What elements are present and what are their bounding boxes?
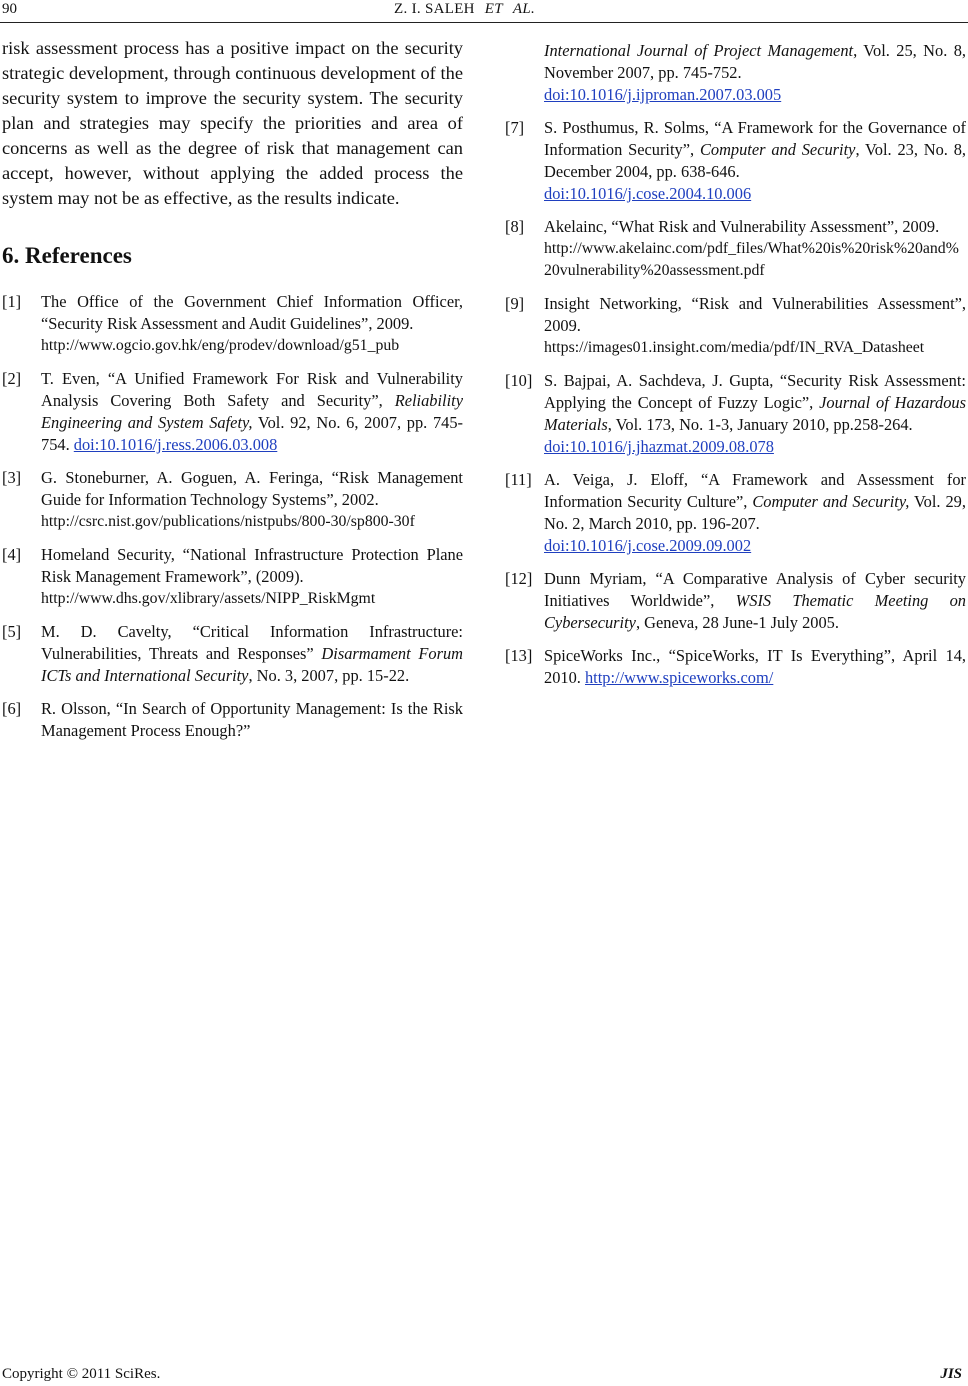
reference-item [2,621,463,687]
reference-number: [11] [505,470,532,489]
reference-source: Computer and Security, [752,492,910,511]
reference-list-left [2,291,463,742]
footer-copyright: Copyright © 2011 SciRes. [2,1366,161,1382]
reference-source: Disarmament Forum ICTs and International Security [41,644,463,685]
reference-source: International Journal of Project Management [544,41,854,60]
left-column [2,36,463,753]
reference-number: [2] [2,369,22,388]
section-heading: 6. References [2,243,132,268]
reference-link[interactable]: http://www.spiceworks.com/ [584,668,774,687]
reference-url: http://csrc.nist.gov/publications/nistpubs/800-30/sp800-30f [41,513,415,530]
reference-link[interactable]: doi:10.1016/j.ress.2006.03.008 [73,435,278,454]
reference-number: [4] [2,545,22,564]
reference-item [505,293,966,359]
reference-text: G. Stoneburner, A. Goguen, A. Feringa, “Risk Management Guide for Information Technology Systems”, 2002. [41,468,463,509]
header-rule [0,22,968,23]
reference-text: Akelainc, “What Risk and Vulnerability Assessment”, 2009. [544,217,940,236]
reference-item [505,370,966,458]
reference-item [505,216,966,282]
reference-number: [6] [2,699,22,718]
reference-item [2,698,463,742]
header-et: ET [484,1,503,17]
reference-source: WSIS Thematic Meeting on Cybersecurity [544,591,966,632]
right-column [505,40,966,700]
reference-text: , Vol. 23, No. 8, December 2004, pp. 638-646. [544,140,967,181]
running-header [394,1,535,18]
reference-number: [10] [505,371,533,390]
reference-text: A. Veiga, J. Eloff, “A Framework and Assessment for Information Security Culture”, [544,470,966,511]
reference-url: http://www.akelainc.com/pdf_files/What%20is%20risk%20and%20vulnerability%20assessment.pdf [544,240,959,279]
reference-number: [12] [505,569,533,588]
reference-item [505,117,966,205]
reference-text: Vol. 92, No. 6, 2007, pp. 745-754. [41,413,463,454]
reference-url: https://images01.insight.com/media/pdf/IN_RVA_Datasheet [544,339,925,356]
reference-text: , Vol. 25, No. 8, November 2007, pp. 745-752. [544,41,966,82]
reference-text: T. Even, “A Unified Framework For Risk and Vulnerability Analysis Covering Both Safety and Security”, [41,369,463,410]
reference-item [505,645,966,689]
reference-link[interactable]: doi:10.1016/j.cose.2004.10.006 [544,184,752,203]
reference-text: S. Bajpai, A. Sachdeva, J. Gupta, “Security Risk Assessment: Applying the Concept of Fuzzy Logic”, [544,371,966,412]
reference-text: R. Olsson, “In Search of Opportunity Management: Is the Risk Management Process Enough?” [41,699,463,740]
reference-continuation [505,40,966,106]
reference-text: , Vol. 173, No. 1-3, January 2010, pp.258-264. [607,415,913,434]
reference-url: http://www.ogcio.gov.hk/eng/prodev/download/g51_pub [41,337,400,354]
reference-text: S. Posthumus, R. Solms, “A Framework for the Governance of Information Security”, [544,118,966,159]
reference-list-right [505,40,966,689]
reference-link[interactable]: doi:10.1016/j.ijproman.2007.03.005 [544,85,782,104]
reference-url: http://www.dhs.gov/xlibrary/assets/NIPP_RiskMgmt [41,590,376,607]
reference-text: The Office of the Government Chief Information Officer, “Security Risk Assessment and Audit Guidelines”, 2009. [41,292,463,333]
reference-text: M. D. Cavelty, “Critical Information Infrastructure: Vulnerabilities, Threats and Responses” [41,622,463,663]
reference-text: Homeland Security, “National Infrastructure Protection Plane Risk Management Framework”, (2009). [41,545,463,586]
reference-source: Journal of Hazardous Materials [544,393,966,434]
reference-number: [3] [2,468,22,487]
header-authors: Z. I. SALEH [394,1,475,17]
reference-link[interactable]: doi:10.1016/j.jhazmat.2009.08.078 [544,437,774,456]
body-paragraph: risk assessment process has a positive impact on the security strategic development, through continuous development of the security system to improve the security system. The security plan and strategies may specify the priorities and area of concerns as well as the degree of risk that management can accept, however, without applying the added process the system may not be as effective, as the results indicate. [2,38,463,208]
reference-number: [1] [2,292,22,311]
reference-number: [13] [505,646,533,665]
reference-link[interactable]: doi:10.1016/j.cose.2009.09.002 [544,536,752,555]
reference-item [2,544,463,610]
reference-item [505,568,966,634]
header-al: AL. [512,1,536,17]
reference-item [505,469,966,557]
reference-number: [5] [2,622,22,641]
page-number: 90 [2,1,17,17]
footer-journal: JIS [940,1366,962,1382]
reference-text: Vol. 29, No. 2, March 2010, pp. 196-207. [544,492,966,533]
reference-text: SpiceWorks Inc., “SpiceWorks, IT Is Everything”, April 14, 2010. [544,646,966,687]
reference-item [2,467,463,533]
reference-number: [8] [505,217,525,236]
reference-number: [7] [505,118,525,137]
reference-text: Dunn Myriam, “A Comparative Analysis of Cyber security Initiatives Worldwide”, [544,569,966,610]
reference-item [2,368,463,456]
reference-source: Computer and Security [699,140,856,159]
reference-text: , No. 3, 2007, pp. 15-22. [248,666,410,685]
reference-text: , Geneva, 28 June-1 July 2005. [635,613,839,632]
reference-source: Reliability Engineering and System Safety, [41,391,463,432]
reference-text: Insight Networking, “Risk and Vulnerabilities Assessment”, 2009. [544,294,966,335]
reference-number: [9] [505,294,525,313]
reference-item [2,291,463,357]
